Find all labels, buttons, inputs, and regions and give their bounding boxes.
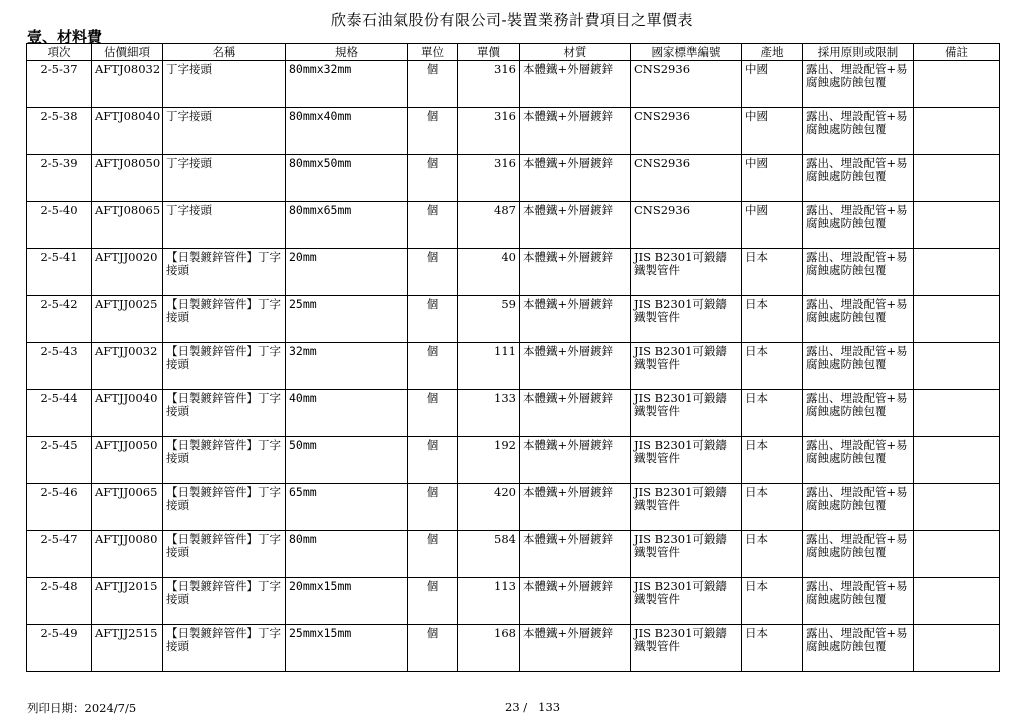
table-row [27, 61, 1000, 108]
document-title: 欣泰石油氣股份有限公司-裝置業務計費項目之單價表 [330, 11, 694, 29]
cell-item: 2-5-40 [27, 202, 92, 249]
cell-unit: 個 [408, 202, 458, 249]
cell-price: 316 [458, 155, 520, 202]
cell-item: 2-5-43 [27, 343, 92, 390]
cell-material: 本體鐵+外層鍍鋅 [520, 625, 631, 672]
cell-spec: 20mmx15mm [286, 578, 408, 625]
cell-standard: JIS B2301可鍛鑄鐵製管件 [631, 249, 742, 296]
cell-price: 133 [458, 390, 520, 437]
cell-note [914, 625, 1000, 672]
cell-name: 【日製鍍鋅管件】丁字接頭 [163, 343, 286, 390]
column-header-spec: 規格 [286, 44, 408, 61]
cell-code: AFTJ08050 [92, 155, 163, 202]
cell-material: 本體鐵+外層鍍鋅 [520, 249, 631, 296]
cell-unit: 個 [408, 155, 458, 202]
cell-code: AFTJJ2015 [92, 578, 163, 625]
cell-code: AFTJ08065 [92, 202, 163, 249]
cell-item: 2-5-38 [27, 108, 92, 155]
cell-principle: 露出、埋設配管+易腐蝕處防蝕包覆 [803, 249, 914, 296]
cell-name: 【日製鍍鋅管件】丁字接頭 [163, 437, 286, 484]
cell-origin: 日本 [742, 343, 803, 390]
cell-note [914, 202, 1000, 249]
column-header-material: 材質 [520, 44, 631, 61]
cell-code: AFTJJ0025 [92, 296, 163, 343]
cell-origin: 日本 [742, 437, 803, 484]
cell-standard: CNS2936 [631, 202, 742, 249]
cell-standard: JIS B2301可鍛鑄鐵製管件 [631, 343, 742, 390]
page-number: 23 / 133 [505, 700, 561, 714]
table-row [27, 531, 1000, 578]
cell-spec: 80mm [286, 531, 408, 578]
table-row [27, 249, 1000, 296]
cell-principle: 露出、埋設配管+易腐蝕處防蝕包覆 [803, 343, 914, 390]
table-row [27, 155, 1000, 202]
price-table [26, 43, 1000, 672]
column-header-origin: 產地 [742, 44, 803, 61]
cell-note [914, 249, 1000, 296]
cell-note [914, 343, 1000, 390]
cell-material: 本體鐵+外層鍍鋅 [520, 390, 631, 437]
cell-standard: JIS B2301可鍛鑄鐵製管件 [631, 437, 742, 484]
cell-price: 316 [458, 61, 520, 108]
cell-origin: 中國 [742, 202, 803, 249]
cell-origin: 中國 [742, 108, 803, 155]
cell-name: 【日製鍍鋅管件】丁字接頭 [163, 484, 286, 531]
table-row [27, 343, 1000, 390]
cell-material: 本體鐵+外層鍍鋅 [520, 108, 631, 155]
cell-name: 【日製鍍鋅管件】丁字接頭 [163, 249, 286, 296]
cell-item: 2-5-46 [27, 484, 92, 531]
cell-unit: 個 [408, 343, 458, 390]
cell-unit: 個 [408, 296, 458, 343]
cell-unit: 個 [408, 437, 458, 484]
table-header-row [27, 44, 1000, 61]
cell-price: 316 [458, 108, 520, 155]
column-header-note: 備註 [914, 44, 1000, 61]
column-header-unit: 單位 [408, 44, 458, 61]
cell-note [914, 390, 1000, 437]
table-row [27, 437, 1000, 484]
cell-code: AFTJJ0020 [92, 249, 163, 296]
cell-code: AFTJJ0080 [92, 531, 163, 578]
table-row [27, 578, 1000, 625]
column-header-principle: 採用原則或限制 [803, 44, 914, 61]
cell-item: 2-5-45 [27, 437, 92, 484]
cell-standard: JIS B2301可鍛鑄鐵製管件 [631, 625, 742, 672]
cell-note [914, 108, 1000, 155]
table-row [27, 296, 1000, 343]
cell-price: 584 [458, 531, 520, 578]
table-row [27, 484, 1000, 531]
cell-unit: 個 [408, 484, 458, 531]
cell-standard: CNS2936 [631, 61, 742, 108]
cell-origin: 日本 [742, 578, 803, 625]
cell-origin: 中國 [742, 155, 803, 202]
cell-origin: 日本 [742, 484, 803, 531]
cell-spec: 80mmx65mm [286, 202, 408, 249]
cell-name: 丁字接頭 [163, 202, 286, 249]
table-row [27, 108, 1000, 155]
cell-principle: 露出、埋設配管+易腐蝕處防蝕包覆 [803, 296, 914, 343]
cell-price: 40 [458, 249, 520, 296]
cell-spec: 50mm [286, 437, 408, 484]
section-heading: 壹、材料費 [27, 28, 103, 46]
cell-item: 2-5-42 [27, 296, 92, 343]
cell-code: AFTJJ2515 [92, 625, 163, 672]
cell-material: 本體鐵+外層鍍鋅 [520, 155, 631, 202]
cell-principle: 露出、埋設配管+易腐蝕處防蝕包覆 [803, 578, 914, 625]
cell-standard: CNS2936 [631, 155, 742, 202]
column-header-code: 估價細項 [92, 44, 163, 61]
cell-principle: 露出、埋設配管+易腐蝕處防蝕包覆 [803, 531, 914, 578]
cell-name: 丁字接頭 [163, 155, 286, 202]
cell-origin: 日本 [742, 531, 803, 578]
table-row [27, 390, 1000, 437]
cell-name: 丁字接頭 [163, 108, 286, 155]
cell-principle: 露出、埋設配管+易腐蝕處防蝕包覆 [803, 61, 914, 108]
cell-principle: 露出、埋設配管+易腐蝕處防蝕包覆 [803, 484, 914, 531]
cell-name: 【日製鍍鋅管件】丁字接頭 [163, 296, 286, 343]
cell-spec: 80mmx50mm [286, 155, 408, 202]
cell-material: 本體鐵+外層鍍鋅 [520, 61, 631, 108]
cell-spec: 32mm [286, 343, 408, 390]
cell-standard: JIS B2301可鍛鑄鐵製管件 [631, 296, 742, 343]
cell-unit: 個 [408, 249, 458, 296]
cell-name: 【日製鍍鋅管件】丁字接頭 [163, 625, 286, 672]
cell-note [914, 61, 1000, 108]
cell-code: AFTJJ0065 [92, 484, 163, 531]
cell-item: 2-5-39 [27, 155, 92, 202]
cell-origin: 日本 [742, 249, 803, 296]
cell-item: 2-5-41 [27, 249, 92, 296]
cell-item: 2-5-37 [27, 61, 92, 108]
cell-unit: 個 [408, 61, 458, 108]
cell-principle: 露出、埋設配管+易腐蝕處防蝕包覆 [803, 155, 914, 202]
cell-standard: JIS B2301可鍛鑄鐵製管件 [631, 484, 742, 531]
cell-principle: 露出、埋設配管+易腐蝕處防蝕包覆 [803, 202, 914, 249]
cell-price: 487 [458, 202, 520, 249]
cell-code: AFTJJ0050 [92, 437, 163, 484]
cell-standard: JIS B2301可鍛鑄鐵製管件 [631, 390, 742, 437]
cell-spec: 80mmx40mm [286, 108, 408, 155]
cell-principle: 露出、埋設配管+易腐蝕處防蝕包覆 [803, 625, 914, 672]
cell-origin: 日本 [742, 625, 803, 672]
cell-material: 本體鐵+外層鍍鋅 [520, 578, 631, 625]
cell-principle: 露出、埋設配管+易腐蝕處防蝕包覆 [803, 390, 914, 437]
cell-note [914, 296, 1000, 343]
cell-principle: 露出、埋設配管+易腐蝕處防蝕包覆 [803, 437, 914, 484]
table-row [27, 202, 1000, 249]
cell-unit: 個 [408, 390, 458, 437]
cell-unit: 個 [408, 531, 458, 578]
cell-origin: 日本 [742, 390, 803, 437]
cell-unit: 個 [408, 108, 458, 155]
cell-name: 【日製鍍鋅管件】丁字接頭 [163, 578, 286, 625]
cell-price: 113 [458, 578, 520, 625]
cell-unit: 個 [408, 625, 458, 672]
cell-name: 丁字接頭 [163, 61, 286, 108]
cell-price: 59 [458, 296, 520, 343]
cell-spec: 25mmx15mm [286, 625, 408, 672]
cell-spec: 25mm [286, 296, 408, 343]
cell-material: 本體鐵+外層鍍鋅 [520, 202, 631, 249]
cell-origin: 日本 [742, 296, 803, 343]
table-row [27, 625, 1000, 672]
table-body [27, 61, 1000, 672]
cell-name: 【日製鍍鋅管件】丁字接頭 [163, 531, 286, 578]
cell-origin: 中國 [742, 61, 803, 108]
cell-price: 111 [458, 343, 520, 390]
print-date: 列印日期：2024/7/5 [27, 701, 137, 715]
cell-item: 2-5-48 [27, 578, 92, 625]
cell-price: 420 [458, 484, 520, 531]
cell-spec: 40mm [286, 390, 408, 437]
cell-note [914, 578, 1000, 625]
cell-material: 本體鐵+外層鍍鋅 [520, 296, 631, 343]
cell-code: AFTJJ0032 [92, 343, 163, 390]
column-header-item: 項次 [27, 44, 92, 61]
cell-material: 本體鐵+外層鍍鋅 [520, 437, 631, 484]
cell-note [914, 155, 1000, 202]
cell-code: AFTJ08040 [92, 108, 163, 155]
cell-material: 本體鐵+外層鍍鋅 [520, 531, 631, 578]
cell-spec: 20mm [286, 249, 408, 296]
cell-code: AFTJJ0040 [92, 390, 163, 437]
cell-item: 2-5-49 [27, 625, 92, 672]
cell-standard: CNS2936 [631, 108, 742, 155]
cell-item: 2-5-47 [27, 531, 92, 578]
cell-item: 2-5-44 [27, 390, 92, 437]
cell-material: 本體鐵+外層鍍鋅 [520, 343, 631, 390]
cell-standard: JIS B2301可鍛鑄鐵製管件 [631, 578, 742, 625]
cell-code: AFTJ08032 [92, 61, 163, 108]
cell-note [914, 484, 1000, 531]
cell-price: 168 [458, 625, 520, 672]
cell-material: 本體鐵+外層鍍鋅 [520, 484, 631, 531]
cell-spec: 80mmx32mm [286, 61, 408, 108]
cell-spec: 65mm [286, 484, 408, 531]
cell-name: 【日製鍍鋅管件】丁字接頭 [163, 390, 286, 437]
cell-unit: 個 [408, 578, 458, 625]
column-header-name: 名稱 [163, 44, 286, 61]
column-header-price: 單價 [458, 44, 520, 61]
cell-note [914, 531, 1000, 578]
cell-note [914, 437, 1000, 484]
cell-price: 192 [458, 437, 520, 484]
cell-standard: JIS B2301可鍛鑄鐵製管件 [631, 531, 742, 578]
column-header-standard: 國家標準編號 [631, 44, 742, 61]
cell-principle: 露出、埋設配管+易腐蝕處防蝕包覆 [803, 108, 914, 155]
